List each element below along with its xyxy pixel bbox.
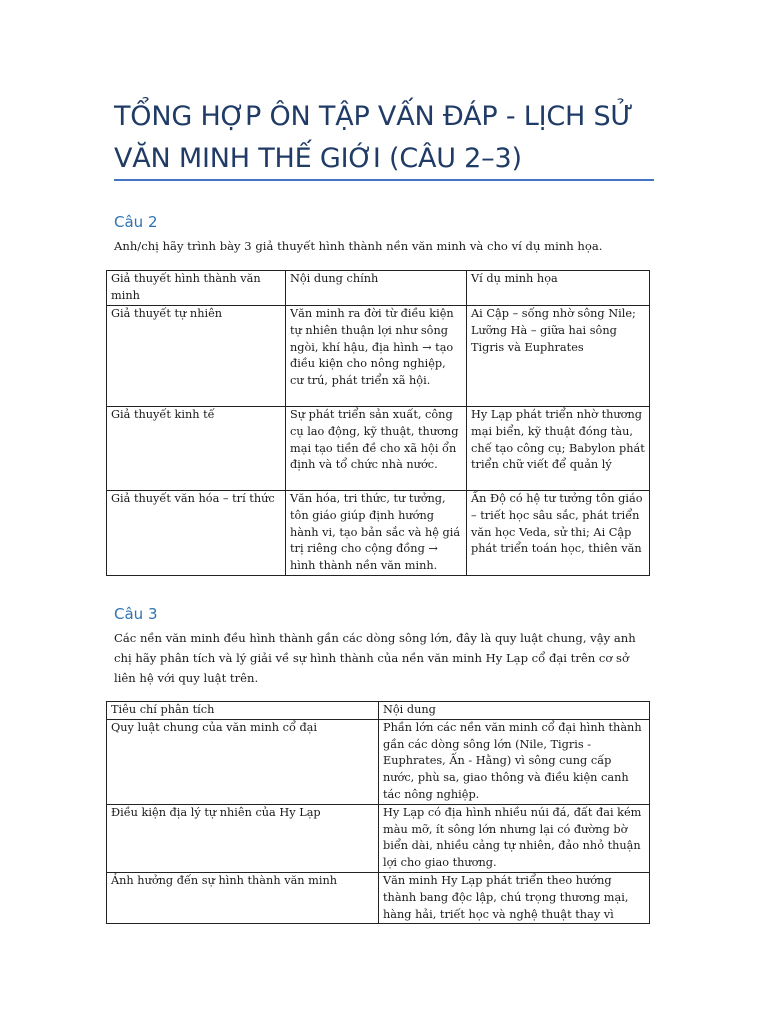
table-analysis bbox=[106, 701, 650, 924]
table-row bbox=[107, 491, 650, 576]
table-cell: Sự phát triển sản xuất, công cụ lao động, kỹ thuật, thương mại tạo tiền đề cho xã hội ổn định và tổ chức nhà nước. bbox=[286, 407, 467, 491]
table-cell: Phần lớn các nền văn minh cổ đại hình thành gần các dòng sông lớn (Nile, Tigris - Euphrates, Ấn - Hằng) vì sông cung cấp nước, phù sa, giao thông và điều kiện canh tác nông nghiệp. bbox=[379, 719, 650, 804]
table-row bbox=[107, 306, 650, 407]
table-cell: Văn minh ra đời từ điều kiện tự nhiên thuận lợi như sông ngòi, khí hậu, địa hình → tạo điều kiện cho nông nghiệp, cư trú, phát triển xã hội. bbox=[286, 306, 467, 407]
table-cell: Ấn Độ có hệ tư tưởng tôn giáo – triết học sâu sắc, phát triển văn học Veda, sử thi; Ai Cập phát triển toán học, thiên văn bbox=[467, 491, 650, 576]
question-cau-3: Các nền văn minh đều hình thành gần các dòng sông lớn, đây là quy luật chung, vậy anh chị hãy phân tích và lý giải về sự hình thành của nền văn minh Hy Lạp cổ đại trên cơ sở liên hệ với quy luật trên. bbox=[114, 631, 636, 685]
section-heading-cau-2: Câu 2 bbox=[114, 213, 158, 231]
section-heading-cau-3: Câu 3 bbox=[114, 605, 158, 623]
table-cell: Văn minh Hy Lạp phát triển theo hướng thành bang độc lập, chú trọng thương mại, hàng hải, triết học và nghệ thuật thay vì bbox=[379, 872, 650, 923]
title-underline bbox=[114, 179, 654, 181]
document-title-line-2: VĂN MINH THẾ GIỚI (CÂU 2–3) bbox=[114, 143, 522, 174]
table-cell: Điều kiện địa lý tự nhiên của Hy Lạp bbox=[107, 804, 379, 872]
header-cell: Ví dụ minh họa bbox=[467, 271, 650, 306]
table-row bbox=[107, 407, 650, 491]
table-cell: Văn hóa, tri thức, tư tưởng, tôn giáo giúp định hướng hành vi, tạo bản sắc và hệ giá trị riêng cho cộng đồng → hình thành nền văn minh. bbox=[286, 491, 467, 576]
table-cell: Giả thuyết văn hóa – trí thức bbox=[107, 491, 286, 576]
table-cell: Quy luật chung của văn minh cổ đại bbox=[107, 719, 379, 804]
table-header-row bbox=[107, 271, 650, 306]
table-cell: Hy Lạp có địa hình nhiều núi đá, đất đai kém màu mỡ, ít sông lớn nhưng lại có đường bờ biển dài, nhiều cảng tự nhiên, đảo nhỏ thuận lợi cho giao thương. bbox=[379, 804, 650, 872]
table-cell: Giả thuyết kinh tế bbox=[107, 407, 286, 491]
table-cell: Giả thuyết tự nhiên bbox=[107, 306, 286, 407]
header-cell: Nội dung chính bbox=[286, 271, 467, 306]
table-row bbox=[107, 719, 650, 804]
header-cell: Tiêu chí phân tích bbox=[107, 702, 379, 720]
header-cell: Nội dung bbox=[379, 702, 650, 720]
table-cell: Ai Cập – sống nhờ sông Nile; Lưỡng Hà – giữa hai sông Tigris và Euphrates bbox=[467, 306, 650, 407]
table-row bbox=[107, 804, 650, 872]
header-cell: Giả thuyết hình thành văn minh bbox=[107, 271, 286, 306]
table-header-row bbox=[107, 702, 650, 720]
table-cell: Ảnh hưởng đến sự hình thành văn minh bbox=[107, 872, 379, 923]
table-hypotheses bbox=[106, 270, 650, 576]
table-row bbox=[107, 872, 650, 923]
question-cau-2: Anh/chị hãy trình bày 3 giả thuyết hình thành nền văn minh và cho ví dụ minh họa. bbox=[114, 239, 603, 253]
document-title bbox=[114, 96, 654, 180]
table-cell: Hy Lạp phát triển nhờ thương mại biển, kỹ thuật đóng tàu, chế tạo công cụ; Babylon phát triển chữ viết để quản lý bbox=[467, 407, 650, 491]
document-title-line-1: TỔNG HỢP ÔN TẬP VẤN ĐÁP - LỊCH SỬ bbox=[114, 101, 634, 132]
